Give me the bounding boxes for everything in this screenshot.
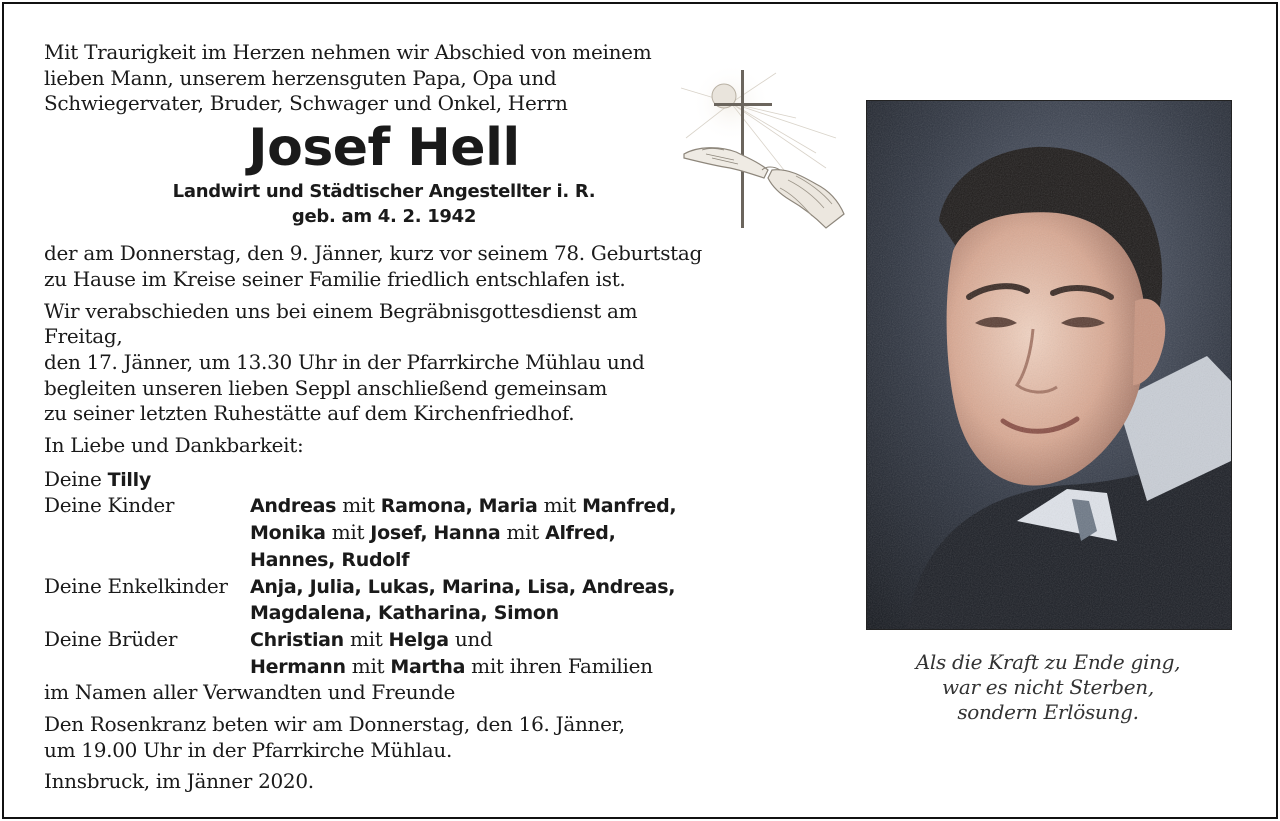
quote-line: sondern Erlösung. (957, 700, 1139, 724)
birth-date: geb. am 4. 2. 1942 (291, 206, 477, 228)
brothers-names (250, 627, 704, 680)
mourners-list (44, 467, 704, 706)
grandchildren-label: Deine Enkelkinder (44, 573, 228, 598)
quote-line: Als die Kraft zu Ende ging, (915, 650, 1181, 674)
connector: mit (506, 520, 539, 545)
funeral-line: begleiten unseren lieben Seppl anschließend gemeinsam (44, 375, 608, 400)
quote-line: war es nicht Sterben, (942, 675, 1154, 699)
grandchildren-line: Anja, Julia, Lukas, Marina, Lisa, Andreas, (250, 575, 676, 598)
child-name: Andreas (250, 495, 337, 518)
wife-name: Tilly (107, 468, 151, 491)
deceased-name: Josef Hell (248, 118, 520, 179)
obituary-text (44, 40, 704, 795)
funeral-line: den 17. Jänner, um 13.30 Uhr in der Pfarrkirche Mühlau und (44, 349, 645, 374)
connector: mit (349, 626, 383, 651)
children-label: Deine Kinder (44, 493, 175, 518)
connector: und (454, 626, 493, 651)
partner-name: Helga (388, 628, 449, 651)
death-line: der am Donnerstag, den 9. Jänner, kurz vor seinem 78. Geburtstag (44, 241, 703, 266)
connector: mit (543, 493, 577, 518)
child-name: Maria (478, 495, 538, 518)
connector: mit (331, 520, 365, 545)
brother-name: Christian (250, 628, 344, 651)
funeral-line: zu seiner letzten Ruhestätte auf dem Kirchenfriedhof. (44, 401, 575, 426)
child-names-line: Hannes, Rudolf (250, 548, 410, 571)
cross-hands-icon (676, 58, 856, 248)
connector: mit (342, 493, 375, 518)
connector: mit (351, 653, 385, 678)
brothers-label: Deine Brüder (44, 626, 178, 651)
place-date: Innsbruck, im Jänner 2020. (44, 769, 314, 794)
grandchildren-row (44, 574, 704, 627)
rosary-line: Den Rosenkranz beten wir am Donnerstag, den 16. Jänner, (44, 712, 625, 737)
partner-name: Alfred, (545, 522, 616, 545)
partner-name: Josef, (370, 522, 428, 545)
wife-label: Deine (44, 466, 102, 491)
funeral-line: Wir verabschieden uns bei einem Begräbnisgottesdienst am Freitag, (44, 298, 638, 349)
rosary-line: um 19.00 Uhr in der Pfarrkirche Mühlau. (44, 737, 453, 762)
occupation: Landwirt und Städtischer Angestellter i. R. (172, 181, 596, 203)
brother-name: Hermann (250, 655, 346, 678)
child-name: Hanna (433, 522, 501, 545)
wife-line (44, 467, 704, 494)
portrait-photo (866, 100, 1232, 630)
partner-name: Manfred, (582, 495, 677, 518)
child-name: Monika (250, 522, 326, 545)
love-line: In Liebe und Dankbarkeit: (44, 433, 304, 458)
partner-name: Ramona, (380, 495, 473, 518)
grandchildren-names (250, 574, 704, 627)
intro-line: Schwiegervater, Bruder, Schwager und Onkel, Herrn (44, 91, 568, 116)
relatives-line: im Namen aller Verwandten und Freunde (44, 680, 455, 705)
grandchildren-line: Magdalena, Katharina, Simon (250, 602, 559, 625)
connector: mit ihren Familien (471, 653, 653, 678)
children-row (44, 493, 704, 573)
quote (866, 650, 1230, 725)
intro-line: lieben Mann, unserem herzensguten Papa, Opa und (44, 65, 557, 90)
brothers-row (44, 627, 704, 680)
death-line: zu Hause im Kreise seiner Familie friedlich entschlafen ist. (44, 266, 626, 291)
children-names (250, 493, 704, 573)
intro-line: Mit Traurigkeit im Herzen nehmen wir Abschied von meinem (44, 40, 652, 64)
partner-name: Martha (390, 655, 466, 678)
